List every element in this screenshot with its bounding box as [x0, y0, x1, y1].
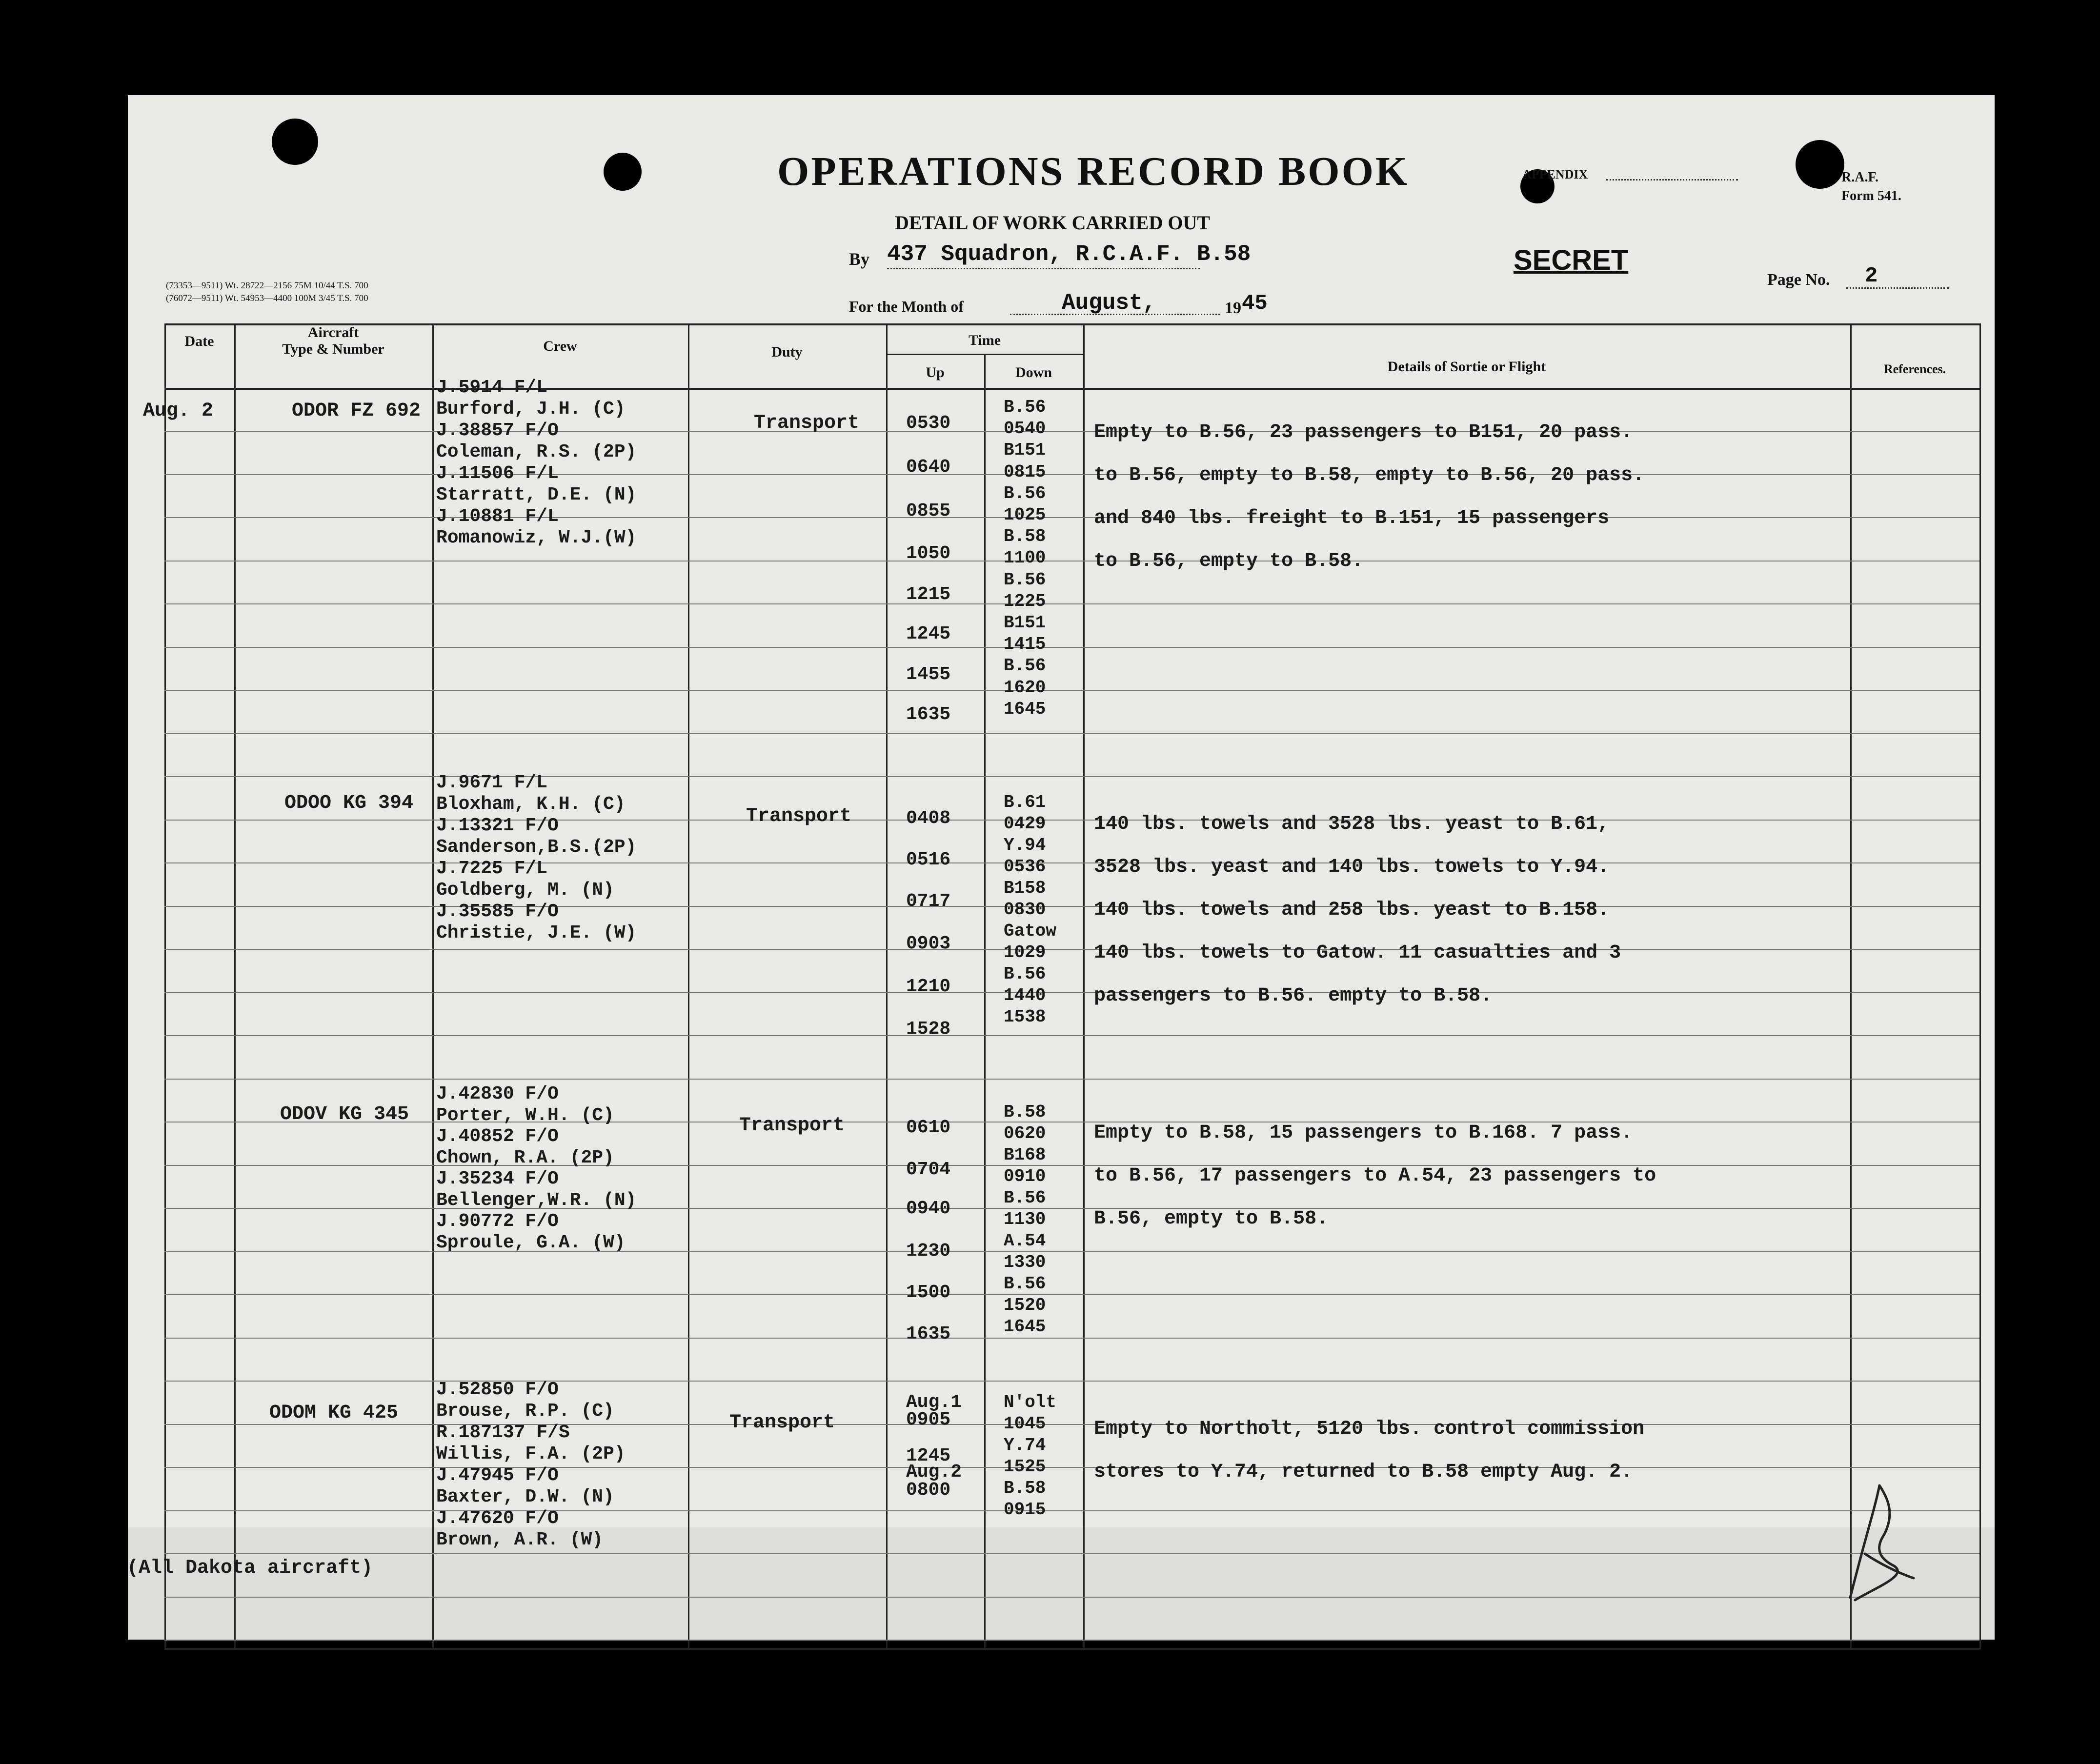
ruled-line	[164, 949, 1979, 950]
col-header-crew: Crew	[543, 338, 577, 354]
entry-aircraft: ODOR FZ 692	[292, 400, 421, 422]
col-header-time: Time	[968, 332, 1001, 348]
time-down: B.56	[1004, 656, 1046, 676]
time-up: 0610	[906, 1117, 951, 1138]
time-down: B151	[1004, 613, 1046, 633]
time-down: B.56	[1004, 964, 1046, 984]
sortie-detail-line: passengers to B.56. empty to B.58.	[1094, 985, 1493, 1007]
time-down: 1100	[1004, 548, 1046, 568]
time-up: 1500	[906, 1282, 951, 1303]
entry-aircraft: ODOM KG 425	[269, 1402, 399, 1424]
form-sheet	[128, 95, 1995, 1640]
time-down: B158	[1004, 878, 1046, 898]
time-up: 1635	[906, 1323, 951, 1344]
time-down: 1645	[1004, 699, 1046, 719]
crew-line: Goldberg, M. (N)	[436, 880, 614, 901]
time-down: 1440	[1004, 985, 1046, 1005]
time-up: Aug.2	[906, 1462, 962, 1483]
time-down: 1645	[1004, 1317, 1046, 1337]
time-up: Aug.1	[906, 1392, 962, 1413]
time-down: B.56	[1004, 397, 1046, 417]
year-prefix: 19	[1225, 299, 1241, 317]
crew-line: J.42830 F/O	[436, 1083, 559, 1104]
form-number: R.A.F. Form 541.	[1841, 170, 1901, 203]
sortie-detail-line: 3528 lbs. yeast and 140 lbs. towels to Y.94.	[1094, 856, 1610, 878]
ruled-line	[164, 733, 1979, 734]
time-down: 1538	[1004, 1007, 1046, 1027]
time-up: 0530	[906, 413, 951, 434]
col-header-up: Up	[926, 364, 945, 381]
time-down: 1520	[1004, 1295, 1046, 1315]
crew-line: R.187137 F/S	[436, 1422, 570, 1443]
time-down: 0536	[1004, 857, 1046, 877]
form-title: OPERATIONS RECORD BOOK	[777, 149, 1410, 194]
col-header-down: Down	[1015, 364, 1052, 381]
time-down: N'olt	[1004, 1392, 1057, 1412]
time-up: 0717	[906, 891, 951, 912]
crew-line: Christie, J.E. (W)	[436, 922, 637, 943]
time-down: 1029	[1004, 942, 1046, 962]
time-up: 1215	[906, 584, 951, 605]
crew-line: Bloxham, K.H. (C)	[436, 794, 626, 815]
time-up: 1245	[906, 623, 951, 644]
crew-line: J.5914 F/L	[436, 377, 548, 398]
crew-line: J.7225 F/L	[436, 858, 548, 879]
page-number: 2	[1865, 264, 1878, 288]
time-down: Gatow	[1004, 921, 1057, 941]
time-down: 0540	[1004, 419, 1046, 439]
crew-line: Chown, R.A. (2P)	[436, 1147, 614, 1168]
time-up: 1635	[906, 704, 951, 725]
crew-line: J.35585 F/O	[436, 901, 559, 922]
crew-line: J.47620 F/O	[436, 1508, 559, 1529]
time-down: B.56	[1004, 1188, 1046, 1208]
crew-line: Willis, F.A. (2P)	[436, 1443, 626, 1464]
sortie-detail-line: 140 lbs. towels and 3528 lbs. yeast to B.61,	[1094, 813, 1610, 835]
ruled-line	[164, 1035, 1979, 1036]
time-up: 0408	[906, 808, 951, 829]
crew-line: Romanowiz, W.J.(W)	[436, 527, 637, 548]
entry-date: Aug. 2	[143, 400, 214, 422]
ruled-line	[164, 1640, 1979, 1641]
time-down: B151	[1004, 440, 1046, 460]
time-up: 0704	[906, 1159, 951, 1180]
time-down: A.54	[1004, 1231, 1046, 1251]
crew-line: Bellenger,W.R. (N)	[436, 1190, 637, 1211]
table-top-rule	[164, 323, 1979, 325]
crew-line: Starratt, D.E. (N)	[436, 484, 637, 505]
time-up: 1455	[906, 664, 951, 685]
time-up: 0905	[906, 1409, 951, 1430]
time-up: 0940	[906, 1198, 951, 1219]
time-down: B.61	[1004, 792, 1046, 812]
time-up: 1050	[906, 543, 951, 564]
crew-line: Sproule, G.A. (W)	[436, 1232, 626, 1253]
ruled-line	[164, 1338, 1979, 1339]
time-down: 1025	[1004, 505, 1046, 525]
time-up: 0903	[906, 933, 951, 954]
punch-hole-icon	[604, 153, 642, 191]
crew-line: J.52850 F/O	[436, 1379, 559, 1400]
crew-line: J.10881 F/L	[436, 506, 559, 527]
time-up: 0800	[906, 1480, 951, 1501]
sortie-detail-line: 140 lbs. towels to Gatow. 11 casualties and 3	[1094, 942, 1621, 964]
time-up: 0516	[906, 849, 951, 870]
month-label: For the Month of	[849, 298, 964, 315]
secret-stamp: SECRET	[1514, 244, 1629, 276]
time-down: 0620	[1004, 1123, 1046, 1143]
punch-hole-icon	[1796, 140, 1844, 189]
crew-line: Brown, A.R. (W)	[436, 1529, 604, 1550]
time-up: 1528	[906, 1019, 951, 1040]
time-down: 1130	[1004, 1209, 1046, 1229]
crew-line: J.9671 F/L	[436, 772, 548, 793]
ruled-line	[164, 603, 1979, 604]
time-up: 1210	[906, 976, 951, 997]
entry-duty: Transport	[729, 1412, 835, 1434]
crew-line: Porter, W.H. (C)	[436, 1105, 614, 1126]
time-up: 1245	[906, 1445, 951, 1466]
sortie-detail-line: to B.56, empty to B.58.	[1094, 550, 1364, 572]
sortie-detail-line: Empty to B.56, 23 passengers to B151, 20 pass.	[1094, 421, 1633, 443]
crew-line: J.35234 F/O	[436, 1168, 559, 1189]
time-down: 1330	[1004, 1252, 1046, 1272]
month-value: August,	[1062, 290, 1156, 316]
page-label: Page No.	[1767, 271, 1830, 289]
year-value: 45	[1242, 291, 1268, 316]
sortie-detail-line: Empty to B.58, 15 passengers to B.168. 7 pass.	[1094, 1122, 1633, 1144]
time-down: B.56	[1004, 570, 1046, 590]
table-bottom-rule	[164, 1648, 1979, 1650]
col-header-duty: Duty	[771, 344, 803, 360]
time-down: 1525	[1004, 1457, 1046, 1477]
sortie-detail-line: to B.56, 17 passengers to A.54, 23 passengers to	[1094, 1165, 1656, 1187]
time-down: 0910	[1004, 1166, 1046, 1186]
by-label: By	[849, 249, 870, 269]
time-down: 0830	[1004, 900, 1046, 920]
time-up: 1230	[906, 1241, 951, 1262]
time-down: B.58	[1004, 1102, 1046, 1122]
time-down: 0429	[1004, 814, 1046, 834]
sortie-detail-line: Empty to Northolt, 5120 lbs. control commission	[1094, 1418, 1645, 1440]
crew-line: J.11506 F/L	[436, 463, 559, 484]
entry-duty: Transport	[754, 412, 860, 434]
initials-signature	[1845, 1481, 1918, 1607]
time-up: 0640	[906, 457, 951, 478]
sortie-detail-line: stores to Y.74, returned to B.58 empty Aug. 2.	[1094, 1461, 1633, 1483]
time-down: 1415	[1004, 634, 1046, 654]
time-down: B.56	[1004, 483, 1046, 503]
squadron-value: 437 Squadron, R.C.A.F. B.58	[887, 241, 1251, 267]
crew-line: J.38857 F/O	[436, 420, 559, 441]
ruled-line	[164, 1079, 1979, 1080]
col-header-references: References.	[1883, 362, 1946, 376]
time-down: B.58	[1004, 526, 1046, 546]
crew-line: Coleman, R.S. (2P)	[436, 441, 637, 462]
crew-line: Sanderson,B.S.(2P)	[436, 837, 637, 858]
col-header-details: Details of Sortie or Flight	[1387, 359, 1546, 375]
col-header-aircraft: Aircraft Type & Number	[282, 324, 384, 357]
crew-line: Baxter, D.W. (N)	[436, 1486, 614, 1507]
time-down: B.56	[1004, 1274, 1046, 1294]
entry-duty: Transport	[739, 1115, 845, 1137]
sortie-detail-line: B.56, empty to B.58.	[1094, 1208, 1329, 1230]
sortie-detail-line: to B.56, empty to B.58, empty to B.56, 20 pass.	[1094, 464, 1645, 486]
print-code: (73353—9511) Wt. 28722—2156 75M 10/44 T.S. 700 (76072—9511) Wt. 54953—4400 100M 3/45 T.S. 700	[166, 281, 368, 303]
time-down: 1225	[1004, 591, 1046, 611]
ruled-line	[164, 1294, 1979, 1295]
time-down: Y.94	[1004, 835, 1046, 855]
form-subtitle: DETAIL OF WORK CARRIED OUT	[895, 212, 1211, 234]
time-down: B168	[1004, 1145, 1046, 1165]
time-down: 0915	[1004, 1500, 1046, 1520]
ruled-line	[164, 1553, 1979, 1554]
crew-line: Burford, J.H. (C)	[436, 399, 626, 420]
time-down: 0815	[1004, 462, 1046, 482]
appendix-label: APPENDIX	[1522, 167, 1588, 181]
entry-aircraft: ODOV KG 345	[280, 1103, 409, 1125]
sortie-detail-line: and 840 lbs. freight to B.151, 15 passengers	[1094, 507, 1610, 529]
punch-hole-icon	[272, 119, 318, 165]
ruled-line	[164, 992, 1979, 993]
sortie-detail-line: 140 lbs. towels and 258 lbs. yeast to B.158.	[1094, 899, 1610, 921]
ruled-line	[164, 647, 1979, 648]
crew-line: J.40852 F/O	[436, 1126, 559, 1147]
time-down: 1045	[1004, 1414, 1046, 1434]
ruled-line	[164, 1597, 1979, 1598]
ruled-line	[164, 690, 1979, 691]
col-header-date: Date	[184, 333, 214, 349]
crew-line: J.90772 F/O	[436, 1211, 559, 1232]
time-down: 1620	[1004, 678, 1046, 698]
crew-line: J.47945 F/O	[436, 1465, 559, 1486]
footnote: (All Dakota aircraft)	[127, 1557, 373, 1579]
time-down: Y.74	[1004, 1435, 1046, 1455]
crew-line: Brouse, R.P. (C)	[436, 1401, 614, 1422]
time-up: 0855	[906, 501, 951, 521]
crew-line: J.13321 F/O	[436, 815, 559, 836]
entry-duty: Transport	[746, 805, 852, 827]
time-down: B.58	[1004, 1478, 1046, 1498]
entry-aircraft: ODOO KG 394	[284, 792, 414, 814]
